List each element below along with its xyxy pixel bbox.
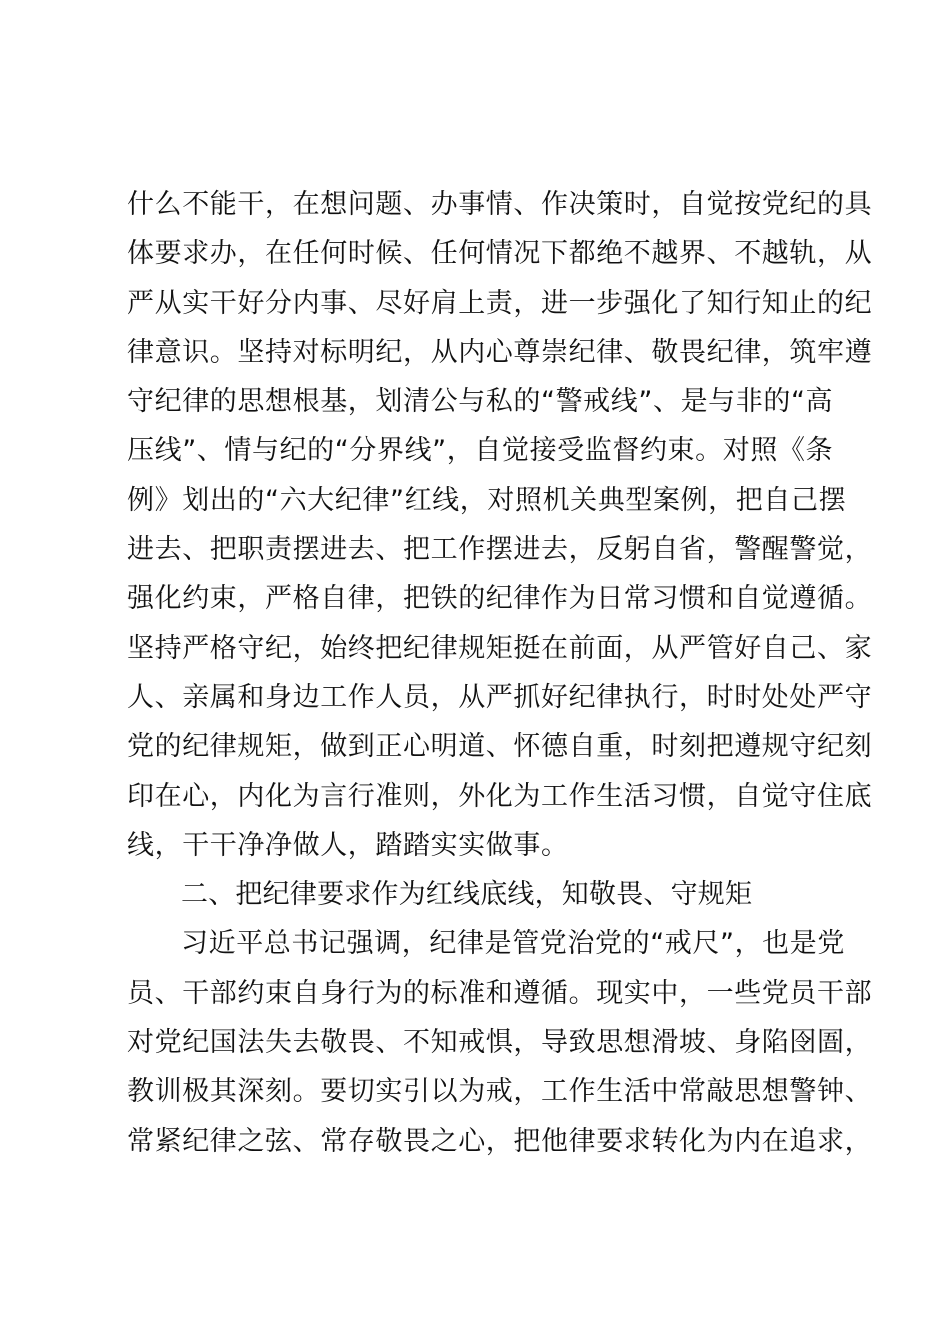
text-line: 压线”、情与纪的“分界线”，自觉接受监督约束。对照《条 — [127, 435, 834, 467]
text-line: 律意识。坚持对标明纪，从内心尊崇纪律、敬畏纪律，筑牢遵 — [127, 336, 873, 368]
text-line: 印在心，内化为言行准则，外化为工作生活习惯，自觉守住底 — [127, 780, 873, 812]
text-line: 对党纪国法失去敬畏、不知戒惧，导致思想滑坡、身陷囹圄， — [127, 1027, 873, 1059]
section-heading: 二、把纪律要求作为红线底线，知敬畏、守规矩 — [181, 879, 753, 911]
text-line: 教训极其深刻。要切实引以为戒，工作生活中常敲思想警钟、 — [127, 1076, 873, 1108]
text-line: 守纪律的思想根基，划清公与私的“警戒线”、是与非的“高 — [127, 386, 834, 418]
text-line: 什么不能干，在想问题、办事情、作决策时，自觉按党纪的具 — [127, 189, 873, 220]
text-line: 体要求办，在任何时候、任何情况下都绝不越界、不越轨，从 — [127, 238, 873, 270]
text-line: 党的纪律规矩，做到正心明道、怀德自重，时刻把遵规守纪刻 — [127, 731, 873, 763]
text-line: 强化约束，严格自律，把铁的纪律作为日常习惯和自觉遵循。 — [127, 583, 873, 615]
text-line: 人、亲属和身边工作人员，从严抓好纪律执行，时时处处严守 — [127, 681, 873, 713]
text-line: 严从实干好分内事、尽好肩上责，进一步强化了知行知止的纪 — [127, 287, 873, 319]
text-line: 常紧纪律之弦、常存敬畏之心，把他律要求转化为内在追求， — [127, 1125, 873, 1157]
body-text — [127, 180, 873, 1166]
paragraph-first-line: 习近平总书记强调，纪律是管党治党的“戒尺”，也是党 — [181, 928, 845, 960]
text-line: 进去、把职责摆进去、把工作摆进去，反躬自省，警醒警觉， — [127, 534, 873, 566]
text-line: 线，干干净净做人，踏踏实实做事。 — [127, 829, 569, 861]
text-line: 例》划出的“六大纪律”红线，对照机关典型案例，把自己摆 — [127, 484, 847, 516]
text-line: 员、干部约束自身行为的标准和遵循。现实中，一些党员干部 — [127, 977, 873, 1009]
text-line: 坚持严格守纪，始终把纪律规矩挺在前面，从严管好自己、家 — [127, 632, 873, 664]
